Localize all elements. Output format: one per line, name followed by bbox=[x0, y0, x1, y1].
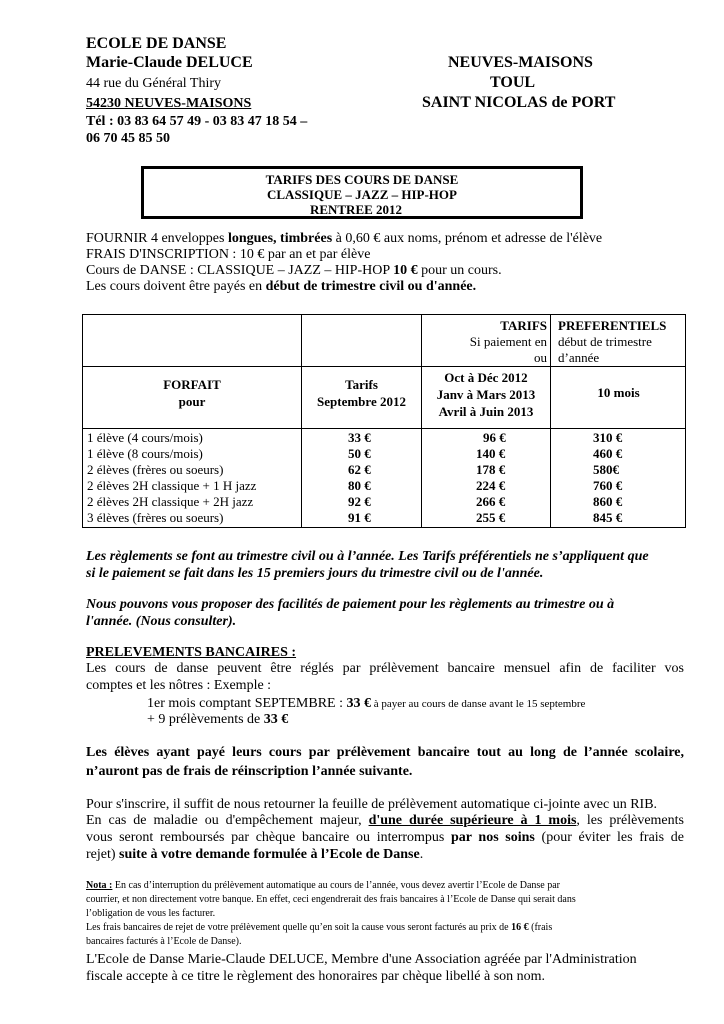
header-trim-3: Avril à Juin 2013 bbox=[438, 404, 534, 419]
row-sept-price: 92 € bbox=[348, 494, 371, 509]
header-ou: ou bbox=[534, 350, 547, 365]
header-preferentiels: PREFERENTIELS bbox=[558, 318, 667, 333]
header-10-mois: 10 mois bbox=[597, 385, 640, 400]
row-sept-price: 50 € bbox=[348, 446, 371, 461]
header-tarifs-sept: Tarifs bbox=[345, 377, 378, 392]
facilites-line-2: l'année. (Nous consulter). bbox=[86, 614, 237, 629]
street-address: 44 rue du Général Thiry bbox=[86, 76, 222, 91]
title-box bbox=[141, 166, 583, 219]
prelevements-example-1: 1er mois comptant SEPTEMBRE : 33 € à payer au cours de danse avant le 15 septembre bbox=[147, 696, 586, 711]
footer-line-2: fiscale accepte à ce titre le règlement des honoraires par chèque libellé à son nom. bbox=[86, 969, 546, 984]
header-tarifs: TARIFS bbox=[500, 318, 547, 333]
inscrire-line-1: Pour s'inscrire, il suffit de nous retourner la feuille de prélèvement automatique ci-jointe avec un RIB. bbox=[86, 797, 658, 812]
row-10mois-price: 580€ bbox=[593, 462, 619, 477]
title-line-2: CLASSIQUE – JAZZ – HIP-HOP bbox=[267, 187, 457, 202]
inscrire-line-2: En cas de maladie ou d'empêchement majeur, d'une durée supérieure à 1 mois, les prélèvements bbox=[86, 813, 684, 828]
row-10mois-price: 845 € bbox=[593, 510, 623, 525]
prelevements-heading: PRELEVEMENTS BANCAIRES : bbox=[86, 645, 297, 660]
reinscription-line-2: n’auront pas de frais de réinscription l’année suivante. bbox=[86, 764, 413, 779]
row-10mois-price: 460 € bbox=[593, 446, 623, 461]
row-10mois-price: 860 € bbox=[593, 494, 623, 509]
inscrire-line-4: rejet) suite à votre demande formulée à l’Ecole de Danse. bbox=[86, 847, 424, 862]
title-line-3: RENTREE 2012 bbox=[309, 202, 403, 217]
nota-line-2: courrier, et non directement votre banque. En effet, ceci engendrerait des frais bancaires à l’Ecole de Danse qui serait dans bbox=[86, 894, 576, 905]
owner-name: Marie-Claude DELUCE bbox=[86, 54, 253, 71]
intro-payment-timing: Les cours doivent être payés en début de trimestre civil ou d'année. bbox=[86, 279, 477, 294]
reinscription-line-1: Les élèves ayant payé leurs cours par prélèvement bancaire tout au long de l’année scolaire, bbox=[86, 745, 684, 760]
intro-inscription-fee: FRAIS D'INSCRIPTION : 10 € par an et par élève bbox=[86, 247, 371, 262]
header-trim-1: Oct à Déc 2012 bbox=[444, 370, 528, 385]
header-forfait: FORFAIT bbox=[163, 377, 221, 392]
row-label: 1 élève (4 cours/mois) bbox=[87, 430, 203, 445]
title-line-1: TARIFS DES COURS DE DANSE bbox=[265, 172, 459, 187]
prelevements-example-2: + 9 prélèvements de 33 € bbox=[147, 712, 289, 727]
header-trim-2: Janv à Mars 2013 bbox=[436, 387, 536, 402]
header-si-paiement: Si paiement en bbox=[469, 334, 547, 349]
row-trim-price: 178 € bbox=[476, 462, 506, 477]
row-label: 3 élèves (frères ou soeurs) bbox=[87, 510, 224, 525]
row-sept-price: 80 € bbox=[348, 478, 371, 493]
phone-line-1: Tél : 03 83 64 57 49 - 03 83 47 18 54 – bbox=[86, 114, 308, 129]
row-10mois-price: 310 € bbox=[593, 430, 623, 445]
row-sept-price: 62 € bbox=[348, 462, 371, 477]
location-toul: TOUL bbox=[490, 74, 536, 91]
prelevements-text-1: Les cours de danse peuvent être réglés par prélèvement bancaire mensuel afin de faciliter vos bbox=[86, 661, 684, 676]
footer-line-1: L'Ecole de Danse Marie-Claude DELUCE, Membre d'une Association agréée par l'Administration bbox=[86, 952, 637, 967]
row-label: 2 élèves 2H classique + 1 H jazz bbox=[87, 478, 257, 493]
row-trim-price: 224 € bbox=[476, 478, 506, 493]
row-label: 2 élèves 2H classique + 2H jazz bbox=[87, 494, 254, 509]
row-10mois-price: 760 € bbox=[593, 478, 623, 493]
row-sept-price: 91 € bbox=[348, 510, 371, 525]
inscrire-line-3: vous seront remboursés par chèque bancaire ou interrompus par nos soins (pour éviter les frais de bbox=[86, 830, 684, 845]
header-septembre-2012: Septembre 2012 bbox=[317, 394, 406, 409]
reglements-line-1: Les règlements se font au trimestre civil ou à l’année. Les Tarifs préférentiels ne s’appliquent que bbox=[86, 549, 649, 564]
phone-line-2: 06 70 45 85 50 bbox=[86, 131, 170, 146]
header-pour: pour bbox=[178, 394, 206, 409]
nota-line-4: Les frais bancaires de rejet de votre prélèvement quelle qu’en soit la cause vous seront facturés au prix de 16 € (frais bbox=[86, 922, 553, 933]
row-trim-price: 96 € bbox=[483, 430, 506, 445]
tarifs-table bbox=[82, 314, 686, 528]
header-debut-trimestre: début de trimestre bbox=[558, 334, 652, 349]
nota-line-5: bancaires facturés à l’Ecole de Danse). bbox=[86, 936, 242, 947]
row-trim-price: 255 € bbox=[476, 510, 506, 525]
nota-line-3: l’obligation de vous les facturer. bbox=[86, 908, 216, 919]
row-sept-price: 33 € bbox=[348, 430, 371, 445]
location-saint-nicolas: SAINT NICOLAS de PORT bbox=[422, 94, 616, 111]
prelevements-text-2: comptes et les nôtres : Exemple : bbox=[86, 678, 272, 693]
school-name: ECOLE DE DANSE bbox=[86, 35, 227, 52]
intro-course-price: Cours de DANSE : CLASSIQUE – JAZZ – HIP-HOP 10 € pour un cours. bbox=[86, 263, 502, 278]
intro-envelopes: FOURNIR 4 enveloppes longues, timbrées à 0,60 € aux noms, prénom et adresse de l'élève bbox=[86, 231, 603, 246]
city-address: 54230 NEUVES-MAISONS bbox=[86, 96, 252, 111]
reglements-line-2: si le paiement se fait dans les 15 premiers jours du trimestre civil ou de l'année. bbox=[86, 566, 544, 581]
header-annee: d’année bbox=[558, 350, 600, 365]
row-label: 2 élèves (frères ou soeurs) bbox=[87, 462, 224, 477]
row-trim-price: 266 € bbox=[476, 494, 506, 509]
facilites-line-1: Nous pouvons vous proposer des facilités de paiement pour les règlements au trimestre ou à bbox=[86, 597, 615, 612]
location-neuves-maisons: NEUVES-MAISONS bbox=[448, 54, 593, 71]
row-trim-price: 140 € bbox=[476, 446, 506, 461]
row-label: 1 élève (8 cours/mois) bbox=[87, 446, 203, 461]
nota-line-1: Nota : En cas d’interruption du prélèvement automatique au cours de l’année, vous devez avertir l’Ecole de Danse par bbox=[86, 880, 560, 891]
